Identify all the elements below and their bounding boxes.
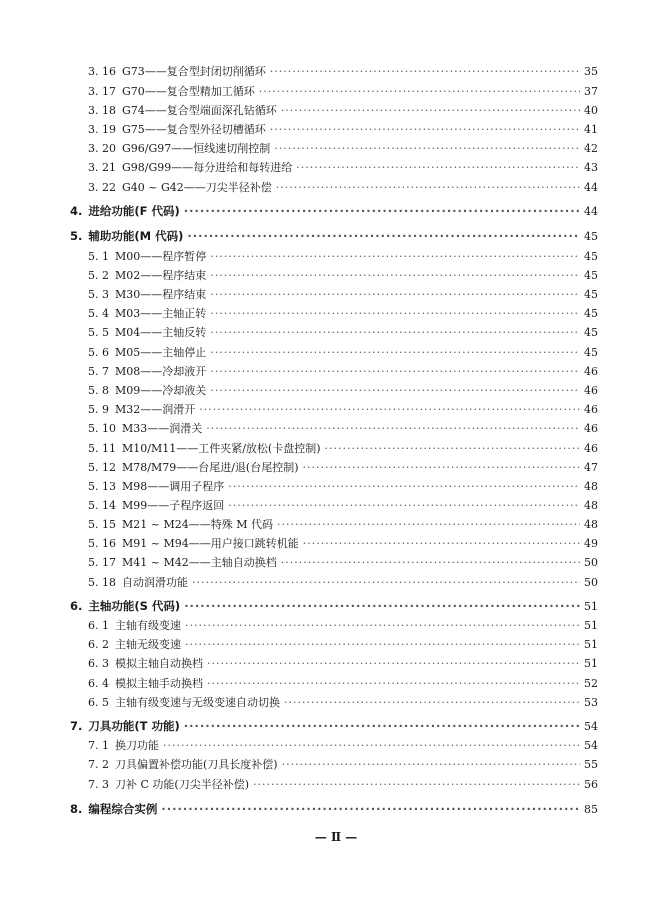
toc-entry-title: M32——润滑开 (115, 403, 196, 416)
toc-entry-title: 自动润滑功能 (122, 576, 188, 589)
toc-entry-number: 3. 18 (88, 104, 116, 117)
toc-entry-title: 进给功能(F 代码) (88, 204, 180, 218)
toc-section-entry[interactable] (88, 104, 598, 118)
toc-entry-page: 37 (584, 85, 598, 98)
toc-entry-page: 45 (584, 326, 598, 339)
toc-entry-number: 3. 17 (88, 85, 116, 98)
toc-entry-page: 56 (584, 778, 598, 791)
toc-section-entry[interactable] (88, 307, 598, 321)
toc-chapter-entry[interactable] (70, 230, 598, 244)
toc-entry-title: G70——复合型精加工循环 (122, 85, 255, 98)
toc-entry-number: 5. 5 (88, 326, 109, 339)
toc-dot-leader (184, 205, 580, 218)
toc-entry-title: 模拟主轴手动换档 (115, 677, 203, 690)
toc-entry-number: 3. 20 (88, 142, 116, 155)
toc-section-entry[interactable] (88, 123, 598, 137)
toc-entry-number: 5. 14 (88, 499, 116, 512)
toc-section-entry[interactable] (88, 442, 598, 456)
toc-chapter-entry[interactable] (70, 720, 598, 734)
toc-entry-page: 35 (584, 65, 598, 78)
toc-dot-leader (206, 422, 580, 435)
toc-dot-leader (210, 250, 580, 263)
toc-entry-title: M00——程序暂停 (115, 250, 207, 263)
toc-section-entry[interactable] (88, 346, 598, 360)
toc-section-entry[interactable] (88, 269, 598, 283)
toc-entry-title: G40 ~ G42——刀尖半径补偿 (122, 181, 272, 194)
page-number-footer: — Ⅱ — (314, 830, 358, 844)
toc-entry-page: 54 (584, 739, 598, 752)
toc-entry-number: 5. 15 (88, 518, 116, 531)
toc-entry-number: 6. 2 (88, 638, 109, 651)
toc-section-entry[interactable] (88, 461, 598, 475)
toc-dot-leader (296, 161, 580, 174)
toc-section-entry[interactable] (88, 181, 598, 195)
toc-entry-title: G73——复合型封闭切削循环 (122, 65, 266, 78)
toc-chapter-entry[interactable] (70, 205, 598, 219)
toc-entry-page: 48 (584, 518, 598, 531)
toc-section-entry[interactable] (88, 422, 598, 436)
toc-entry-page: 44 (584, 205, 598, 218)
toc-entry-page: 46 (584, 365, 598, 378)
toc-section-entry[interactable] (88, 778, 598, 792)
toc-entry-page: 45 (584, 288, 598, 301)
toc-entry-page: 52 (584, 677, 598, 690)
toc-dot-leader (259, 85, 580, 98)
toc-dot-leader (270, 123, 580, 136)
toc-entry-number: 3. 22 (88, 181, 116, 194)
toc-entry-number: 4. (70, 204, 83, 218)
toc-dot-leader (210, 384, 580, 397)
toc-entry-number: 6. 1 (88, 619, 109, 632)
toc-section-entry[interactable] (88, 758, 598, 772)
toc-entry-number: 3. 21 (88, 161, 116, 174)
toc-dot-leader (274, 142, 580, 155)
toc-entry-title: G96/G97——恒线速切削控制 (122, 142, 271, 155)
toc-entry-title: M09——冷却液关 (115, 384, 207, 397)
toc-dot-leader (185, 619, 580, 632)
toc-chapter-entry[interactable] (70, 600, 598, 614)
toc-section-entry[interactable] (88, 288, 598, 302)
toc-entry-title: 刀具偏置补偿功能(刀具长度补偿) (115, 758, 278, 771)
toc-entry-number: 5. 3 (88, 288, 109, 301)
toc-section-entry[interactable] (88, 365, 598, 379)
toc-entry-page: 43 (584, 161, 598, 174)
toc-entry-page: 50 (584, 556, 598, 569)
toc-entry-page: 45 (584, 269, 598, 282)
toc-section-entry[interactable] (88, 85, 598, 99)
toc-entry-number: 5. 11 (88, 442, 116, 455)
toc-entry-title: M30——程序结束 (115, 288, 207, 301)
toc-entry-page: 51 (584, 619, 598, 632)
toc-entry-number: 5. 17 (88, 556, 116, 569)
toc-section-entry[interactable] (88, 326, 598, 340)
toc-entry-number: 6. (70, 599, 83, 613)
toc-dot-leader (210, 346, 580, 359)
toc-entry-number: 5. 1 (88, 250, 109, 263)
toc-entry-page: 49 (584, 537, 598, 550)
toc-dot-leader (207, 657, 580, 670)
toc-entry-title: 辅助功能(M 代码) (88, 229, 184, 243)
toc-entry-title: M78/M79——台尾进/退(台尾控制) (122, 461, 299, 474)
toc-dot-leader (207, 677, 580, 690)
toc-dot-leader (284, 696, 580, 709)
toc-dot-leader (253, 778, 580, 791)
toc-entry-page: 50 (584, 576, 598, 589)
toc-entry-number: 5. 18 (88, 576, 116, 589)
toc-entry-page: 46 (584, 422, 598, 435)
toc-section-entry[interactable] (88, 518, 598, 532)
toc-dot-leader (185, 638, 580, 651)
toc-dot-leader (199, 403, 580, 416)
toc-section-entry[interactable] (88, 556, 598, 570)
toc-entry-number: 5. 8 (88, 384, 109, 397)
toc-dot-leader (281, 104, 580, 117)
toc-dot-leader (192, 576, 580, 589)
toc-chapter-entry[interactable] (70, 803, 598, 817)
toc-section-entry[interactable] (88, 142, 598, 156)
toc-entry-number: 5. 10 (88, 422, 116, 435)
toc-dot-leader (277, 518, 580, 531)
toc-entry-page: 45 (584, 250, 598, 263)
toc-entry-number: 3. 16 (88, 65, 116, 78)
toc-dot-leader (228, 499, 580, 512)
toc-entry-page: 45 (584, 230, 598, 243)
toc-entry-page: 53 (584, 696, 598, 709)
toc-dot-leader (303, 537, 580, 550)
toc-entry-page: 85 (584, 803, 598, 816)
toc-entry-title: M91 ~ M94——用户接口跳转机能 (122, 537, 299, 550)
toc-section-entry[interactable] (88, 499, 598, 513)
toc-dot-leader (210, 307, 580, 320)
toc-section-entry[interactable] (88, 638, 598, 652)
toc-entry-number: 7. 3 (88, 778, 109, 791)
toc-entry-number: 5. 16 (88, 537, 116, 550)
toc-entry-page: 47 (584, 461, 598, 474)
toc-entry-page: 55 (584, 758, 598, 771)
toc-entry-title: 刀补 C 功能(刀尖半径补偿) (115, 778, 249, 791)
toc-section-entry[interactable] (88, 657, 598, 671)
toc-section-entry[interactable] (88, 537, 598, 551)
toc-entry-number: 7. (70, 719, 83, 733)
toc-dot-leader (184, 600, 580, 613)
toc-entry-page: 46 (584, 403, 598, 416)
toc-entry-number: 5. 9 (88, 403, 109, 416)
toc-entry-title: 编程综合实例 (88, 802, 158, 816)
toc-entry-title: M98——调用子程序 (122, 480, 225, 493)
toc-entry-title: 换刀功能 (115, 739, 159, 752)
toc-entry-number: 6. 4 (88, 677, 109, 690)
toc-entry-number: 6. 5 (88, 696, 109, 709)
toc-section-entry[interactable] (88, 250, 598, 264)
toc-entry-number: 3. 19 (88, 123, 116, 136)
toc-entry-page: 48 (584, 499, 598, 512)
toc-section-entry[interactable] (88, 65, 598, 79)
toc-entry-number: 6. 3 (88, 657, 109, 670)
toc-entry-page: 44 (584, 181, 598, 194)
toc-entry-title: M08——冷却液开 (115, 365, 207, 378)
toc-entry-title: M21 ~ M24——特殊 M 代码 (122, 518, 273, 531)
toc-entry-number: 5. 6 (88, 346, 109, 359)
toc-entry-number: 5. 13 (88, 480, 116, 493)
toc-dot-leader (210, 269, 580, 282)
toc-dot-leader (210, 288, 580, 301)
toc-entry-number: 5. 7 (88, 365, 109, 378)
toc-entry-page: 51 (584, 657, 598, 670)
toc-entry-page: 41 (584, 123, 598, 136)
toc-dot-leader (276, 181, 580, 194)
toc-entry-number: 5. 2 (88, 269, 109, 282)
toc-entry-title: G75——复合型外径切槽循环 (122, 123, 266, 136)
toc-entry-page: 48 (584, 480, 598, 493)
toc-entry-number: 5. (70, 229, 83, 243)
toc-dot-leader (163, 739, 580, 752)
toc-entry-page: 42 (584, 142, 598, 155)
toc-entry-title: 主轴功能(S 代码) (88, 599, 181, 613)
toc-dot-leader (210, 365, 580, 378)
toc-entry-page: 46 (584, 442, 598, 455)
toc-entry-title: M02——程序结束 (115, 269, 207, 282)
toc-entry-page: 54 (584, 720, 598, 733)
toc-entry-title: 模拟主轴自动换档 (115, 657, 203, 670)
toc-section-entry[interactable] (88, 480, 598, 494)
toc-section-entry[interactable] (88, 403, 598, 417)
toc-dot-leader (184, 720, 580, 733)
toc-entry-number: 5. 4 (88, 307, 109, 320)
toc-entry-page: 45 (584, 307, 598, 320)
toc-entry-page: 46 (584, 384, 598, 397)
toc-entry-number: 8. (70, 802, 83, 816)
toc-dot-leader (187, 230, 580, 243)
toc-section-entry[interactable] (88, 576, 598, 590)
toc-section-entry[interactable] (88, 696, 598, 710)
toc-entry-title: 主轴有级变速与无级变速自动切换 (115, 696, 280, 709)
toc-entry-title: G98/G99——每分进给和每转进给 (122, 161, 293, 174)
toc-entry-title: M05——主轴停止 (115, 346, 207, 359)
toc-dot-leader (228, 480, 580, 493)
toc-dot-leader (303, 461, 580, 474)
toc-entry-page: 51 (584, 600, 598, 613)
toc-entry-title: M04——主轴反转 (115, 326, 207, 339)
toc-entry-title: G74——复合型端面深孔钻循环 (122, 104, 277, 117)
toc-entry-page: 45 (584, 346, 598, 359)
toc-entry-title: M33——润滑关 (122, 422, 203, 435)
toc-dot-leader (161, 803, 580, 816)
toc-dot-leader (281, 556, 580, 569)
toc-section-entry[interactable] (88, 677, 598, 691)
toc-dot-leader (210, 326, 580, 339)
toc-entry-title: 主轴有级变速 (115, 619, 181, 632)
toc-entry-number: 5. 12 (88, 461, 116, 474)
toc-entry-title: 主轴无级变速 (115, 638, 181, 651)
toc-entry-number: 7. 1 (88, 739, 109, 752)
toc-entry-number: 7. 2 (88, 758, 109, 771)
toc-dot-leader (270, 65, 580, 78)
toc-entry-page: 40 (584, 104, 598, 117)
toc-dot-leader (282, 758, 580, 771)
toc-entry-title: M41 ~ M42——主轴自动换档 (122, 556, 277, 569)
toc-entry-title: M10/M11——工件夹紧/放松(卡盘控制) (122, 442, 321, 455)
toc-section-entry[interactable] (88, 619, 598, 633)
toc-entry-page: 51 (584, 638, 598, 651)
toc-entry-title: M99——子程序返回 (122, 499, 225, 512)
toc-entry-title: M03——主轴正转 (115, 307, 207, 320)
toc-section-entry[interactable] (88, 384, 598, 398)
toc-dot-leader (325, 442, 580, 455)
toc-entry-title: 刀具功能(T 功能) (88, 719, 180, 733)
toc-section-entry[interactable] (88, 161, 598, 175)
toc-section-entry[interactable] (88, 739, 598, 753)
